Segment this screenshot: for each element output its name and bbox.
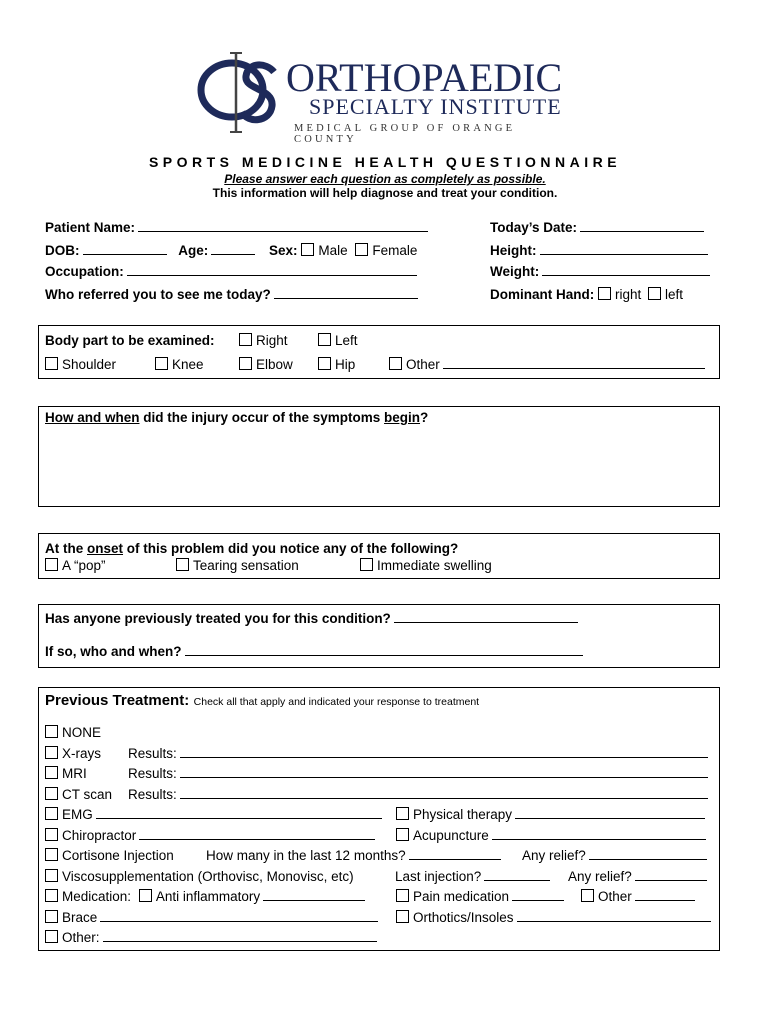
shoulder-label: Shoulder — [62, 357, 117, 372]
hip-option — [318, 357, 355, 372]
logo-name: ORTHOPAEDIC — [286, 55, 563, 100]
swelling-label: Immediate swelling — [377, 558, 492, 573]
swelling-option — [360, 558, 492, 573]
acupuncture-checkbox[interactable] — [396, 828, 409, 841]
visco-option — [45, 869, 354, 884]
age-label: Age: — [178, 243, 209, 258]
tearing-option — [176, 558, 299, 573]
injury-question-part4: ? — [420, 410, 429, 425]
elbow-label: Elbow — [256, 357, 293, 372]
none-option — [45, 725, 101, 740]
last-injection-field[interactable] — [484, 879, 550, 881]
injury-question-part1: How and when — [45, 410, 140, 425]
how-many-label: How many in the last 12 months? — [206, 848, 406, 863]
mri-label: MRI — [62, 766, 87, 781]
how-many-row — [206, 848, 501, 863]
hand-right-label: right — [615, 287, 642, 302]
visco-relief-row — [568, 869, 707, 884]
hip-label: Hip — [335, 357, 356, 372]
xrays-option — [45, 746, 101, 761]
referred-label: Who referred you to see me today? — [45, 287, 271, 302]
visco-relief-field[interactable] — [635, 879, 707, 881]
other-treatment-label: Other: — [62, 930, 100, 945]
xrays-results-field[interactable] — [180, 756, 708, 758]
body-left-label: Left — [335, 333, 358, 348]
hand-left-label: left — [665, 287, 684, 302]
patient-name-field[interactable] — [138, 230, 428, 232]
acupuncture-field[interactable] — [492, 838, 706, 840]
knee-label: Knee — [172, 357, 204, 372]
body-part-right-option — [239, 333, 288, 348]
tearing-checkbox[interactable] — [176, 558, 189, 571]
patient-name-row — [45, 220, 428, 235]
xrays-results-row — [128, 746, 708, 761]
other-medication-label: Other — [598, 889, 632, 904]
chiropractor-label: Chiropractor — [62, 828, 137, 843]
body-part-row-1 — [45, 333, 215, 348]
onset-question — [45, 541, 458, 556]
xrays-label: X-rays — [62, 746, 102, 761]
body-part-left-option — [318, 333, 358, 348]
ctscan-label: CT scan — [62, 787, 113, 802]
brace-field[interactable] — [100, 920, 378, 922]
weight-field[interactable] — [542, 274, 710, 276]
cortisone-checkbox[interactable] — [45, 848, 58, 861]
other-treatment-field[interactable] — [103, 940, 377, 942]
mri-option — [45, 766, 87, 781]
elbow-checkbox[interactable] — [239, 357, 252, 370]
body-right-checkbox[interactable] — [239, 333, 252, 346]
pop-label: A “pop” — [62, 558, 106, 573]
mri-checkbox[interactable] — [45, 766, 58, 779]
anti-inflammatory-label: Anti inflammatory — [155, 889, 261, 904]
cortisone-relief-field[interactable] — [589, 858, 707, 860]
mri-results-row — [128, 766, 708, 781]
height-row — [490, 243, 708, 258]
pop-checkbox[interactable] — [45, 558, 58, 571]
last-injection-row — [395, 869, 550, 884]
shoulder-checkbox[interactable] — [45, 357, 58, 370]
who-when-row — [45, 644, 583, 659]
previous-treated-row — [45, 611, 578, 626]
onset-question-part1: At the — [45, 541, 87, 556]
cortisone-relief-row — [522, 848, 707, 863]
xrays-checkbox[interactable] — [45, 746, 58, 759]
mri-results-field[interactable] — [180, 776, 708, 778]
chiropractor-field[interactable] — [139, 838, 375, 840]
dob-row — [45, 243, 417, 258]
dob-label: DOB: — [45, 243, 80, 258]
pain-medication-field[interactable] — [512, 899, 564, 901]
physical-therapy-label: Physical therapy — [413, 807, 513, 822]
patient-name-label: Patient Name: — [45, 220, 136, 235]
injury-question-part3: begin — [384, 410, 421, 425]
logo-tagline: MEDICAL GROUP OF ORANGE COUNTY — [294, 123, 516, 145]
elbow-option — [239, 357, 293, 372]
logo-subtitle: SPECIALTY INSTITUTE — [309, 94, 562, 119]
treatment-header — [45, 692, 479, 710]
chiropractor-checkbox[interactable] — [45, 828, 58, 841]
anti-inflammatory-field[interactable] — [263, 899, 365, 901]
body-left-checkbox[interactable] — [318, 333, 331, 346]
other-body-option — [389, 357, 705, 372]
other-body-checkbox[interactable] — [389, 357, 402, 370]
medication-option — [45, 889, 365, 904]
hand-right-checkbox[interactable] — [598, 287, 611, 300]
none-checkbox[interactable] — [45, 725, 58, 738]
anti-inflammatory-checkbox[interactable] — [139, 889, 152, 902]
orthotics-field[interactable] — [517, 920, 711, 922]
occupation-label: Occupation: — [45, 264, 124, 279]
dominant-hand-row — [490, 287, 683, 302]
other-body-field[interactable] — [443, 367, 705, 369]
ois-monogram-logo — [196, 50, 284, 135]
knee-checkbox[interactable] — [155, 357, 168, 370]
onset-question-part3: of this problem did you notice any of the following? — [123, 541, 459, 556]
medication-label: Medication: — [62, 889, 132, 904]
ctscan-option — [45, 787, 112, 802]
date-label: Today’s Date: — [490, 220, 578, 235]
occupation-row — [45, 264, 417, 279]
none-label: NONE — [62, 725, 102, 740]
mri-results-label: Results: — [128, 766, 177, 781]
weight-label: Weight: — [490, 264, 540, 279]
visco-label: Viscosupplementation (Orthovisc, Monovisc, etc) — [62, 869, 354, 884]
hip-checkbox[interactable] — [318, 357, 331, 370]
height-field[interactable] — [540, 253, 708, 255]
tearing-label: Tearing sensation — [193, 558, 299, 573]
cortisone-relief-label: Any relief? — [522, 848, 586, 863]
chiropractor-option — [45, 828, 375, 843]
dominant-hand-label: Dominant Hand: — [490, 287, 595, 302]
who-when-label: If so, who and when? — [45, 644, 182, 659]
who-when-field[interactable] — [185, 654, 583, 656]
weight-row — [490, 264, 710, 279]
male-label: Male — [318, 243, 348, 258]
knee-option — [155, 357, 204, 372]
male-checkbox[interactable] — [301, 243, 314, 256]
body-right-label: Right — [256, 333, 288, 348]
ctscan-results-label: Results: — [128, 787, 177, 802]
previous-treated-label: Has anyone previously treated you for this condition? — [45, 611, 391, 626]
emg-label: EMG — [62, 807, 93, 822]
form-note: This information will help diagnose and treat your condition. — [212, 186, 558, 200]
date-field[interactable] — [580, 230, 704, 232]
pain-medication-label: Pain medication — [413, 889, 510, 904]
body-part-label: Body part to be examined: — [45, 333, 215, 348]
brace-label: Brace — [62, 910, 98, 925]
occupation-field[interactable] — [127, 274, 417, 276]
cortisone-option — [45, 848, 174, 863]
hand-left-checkbox[interactable] — [648, 287, 661, 300]
ctscan-results-row — [128, 787, 708, 802]
injury-question-part2: did the injury occur of the symptoms — [139, 410, 385, 425]
cortisone-label: Cortisone Injection — [62, 848, 174, 863]
xrays-results-label: Results: — [128, 746, 177, 761]
treatment-title: Previous Treatment: — [45, 692, 190, 709]
other-body-label: Other — [406, 357, 440, 372]
shoulder-option — [45, 357, 116, 372]
pain-medication-option — [396, 889, 564, 904]
other-treatment-option — [45, 930, 377, 945]
orthotics-label: Orthotics/Insoles — [413, 910, 514, 925]
acupuncture-label: Acupuncture — [413, 828, 489, 843]
last-injection-label: Last injection? — [395, 869, 482, 884]
height-label: Height: — [490, 243, 537, 258]
form-instruction: Please answer each question as completely as possible. — [224, 172, 546, 186]
dob-field[interactable] — [83, 253, 167, 255]
treatment-hint: Check all that apply and indicated your response to treatment — [193, 696, 480, 708]
brace-checkbox[interactable] — [45, 910, 58, 923]
injury-question — [45, 410, 428, 425]
ctscan-results-field[interactable] — [180, 797, 708, 799]
date-row — [490, 220, 704, 235]
swelling-checkbox[interactable] — [360, 558, 373, 571]
emg-field[interactable] — [96, 817, 382, 819]
physical-therapy-option — [396, 807, 705, 822]
orthotics-option — [396, 910, 711, 925]
other-medication-option — [581, 889, 695, 904]
ctscan-checkbox[interactable] — [45, 787, 58, 800]
emg-option — [45, 807, 382, 822]
pain-medication-checkbox[interactable] — [396, 889, 409, 902]
form-title: SPORTS MEDICINE HEALTH QUESTIONNAIRE — [148, 154, 622, 170]
age-field[interactable] — [211, 253, 255, 255]
brace-option — [45, 910, 378, 925]
referred-row — [45, 287, 418, 302]
physical-therapy-checkbox[interactable] — [396, 807, 409, 820]
how-many-field[interactable] — [409, 858, 501, 860]
visco-relief-label: Any relief? — [568, 869, 632, 884]
onset-question-part2: onset — [87, 541, 124, 556]
other-treatment-checkbox[interactable] — [45, 930, 58, 943]
orthotics-checkbox[interactable] — [396, 910, 409, 923]
sex-label: Sex: — [269, 243, 298, 258]
acupuncture-option — [396, 828, 706, 843]
pop-option — [45, 558, 106, 573]
visco-checkbox[interactable] — [45, 869, 58, 882]
other-medication-checkbox[interactable] — [581, 889, 594, 902]
physical-therapy-field[interactable] — [515, 817, 705, 819]
other-medication-field[interactable] — [635, 899, 695, 901]
female-label: Female — [372, 243, 418, 258]
medication-checkbox[interactable] — [45, 889, 58, 902]
referred-field[interactable] — [274, 297, 418, 299]
previous-treated-field[interactable] — [394, 621, 578, 623]
institute-logo — [196, 50, 566, 145]
emg-checkbox[interactable] — [45, 807, 58, 820]
female-checkbox[interactable] — [355, 243, 368, 256]
